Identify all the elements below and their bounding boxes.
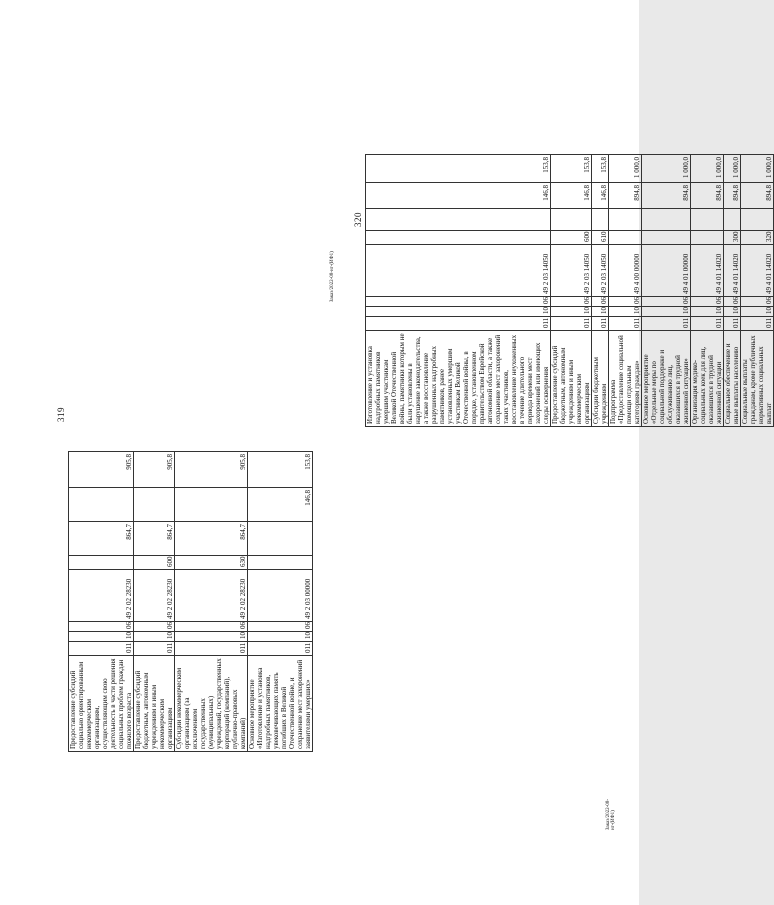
ministry-code-cell: 011: [691, 317, 724, 331]
target-article-cell: 49 2 02 28230: [134, 570, 175, 622]
page-number: 320: [353, 212, 363, 227]
ministry-code-cell: 011: [642, 317, 691, 331]
amount-cell: 894,8: [642, 183, 691, 209]
amount-cell: 153,8: [592, 155, 609, 183]
table-row: [366, 155, 551, 427]
expense-type-cell: 300: [724, 231, 741, 245]
section-code-cell: 10: [642, 307, 691, 317]
expense-type-cell: [366, 231, 551, 245]
amount-cell: [642, 209, 691, 231]
row-name-cell: Субсидии некоммерческим организациям (за исключением государственных (муниципальных) учреждений, государственных корпораций (компаний), публично-правовых компаний): [175, 656, 248, 752]
section-code-cell: 10: [592, 307, 609, 317]
row-name-cell: Предоставление субсидий бюджетным, автономным учреждениям и иным некоммерческим организациям: [551, 331, 592, 427]
row-name-cell: Организация медико-социальных коек для лиц, оказавшихся в трудной жизненной ситуации: [691, 331, 724, 427]
table-row: [592, 155, 609, 427]
subsection-code-cell: 06: [741, 297, 774, 307]
section-code-cell: 10: [741, 307, 774, 317]
amount-cell: [551, 209, 592, 231]
target-article-cell: 49 2 03 14050: [366, 245, 551, 297]
amount-cell: 894,8: [724, 183, 741, 209]
target-article-cell: 49 2 03 14050: [592, 245, 609, 297]
expense-type-cell: [609, 231, 642, 245]
budget-table: [68, 451, 313, 752]
table-row: [741, 155, 774, 427]
amount-cell: [691, 209, 724, 231]
table-row: [175, 452, 248, 752]
subsection-code-cell: 06: [175, 622, 248, 632]
ministry-code-cell: 011: [724, 317, 741, 331]
amount-cell: 146,8: [366, 183, 551, 209]
amount-cell: 894,8: [609, 183, 642, 209]
target-article-cell: 49 2 03 14050: [551, 245, 592, 297]
budget-table: [365, 154, 774, 427]
table-row: [248, 452, 313, 752]
section-code-cell: 10: [248, 632, 313, 642]
target-article-cell: 49 4 01 14020: [724, 245, 741, 297]
ministry-code-cell: 011: [248, 642, 313, 656]
section-code-cell: 10: [551, 307, 592, 317]
expense-type-cell: 610: [592, 231, 609, 245]
row-name-cell: Подпрограмма «Предоставление социальной помощи отдельным категориям граждан»: [609, 331, 642, 427]
target-article-cell: 49 4 01 14020: [741, 245, 774, 297]
amount-cell: 864,7: [134, 522, 175, 556]
ministry-code-cell: 011: [551, 317, 592, 331]
subsection-code-cell: 06: [551, 297, 592, 307]
amount-cell: 146,8: [592, 183, 609, 209]
target-article-cell: 49 4 01 14020: [691, 245, 724, 297]
print-footer: Заказ/2022-08-нг-(ИФ1): [330, 251, 335, 302]
ministry-code-cell: 011: [175, 642, 248, 656]
expense-type-cell: 600: [134, 556, 175, 570]
expense-type-cell: [642, 231, 691, 245]
amount-cell: [592, 209, 609, 231]
expense-type-cell: 320: [741, 231, 774, 245]
table-row: [551, 155, 592, 427]
amount-cell: [248, 522, 313, 556]
table-row: [609, 155, 642, 427]
section-code-cell: 10: [609, 307, 642, 317]
amount-cell: [366, 209, 551, 231]
amount-cell: 146,8: [551, 183, 592, 209]
row-name-cell: Основное мероприятие «Изготовление и установка надгробных памятников, увековечивающих память погибших в Великой Отечественной войне, и сохранение мест захоронений заявителями умерших»: [248, 656, 313, 752]
table-row: [69, 452, 134, 752]
section-code-cell: 10: [724, 307, 741, 317]
amount-cell: [724, 209, 741, 231]
row-name-cell: Субсидии бюджетным учреждениям: [592, 331, 609, 427]
target-article-cell: 49 4 01 00000: [642, 245, 691, 297]
subsection-code-cell: 06: [691, 297, 724, 307]
ministry-code-cell: 011: [592, 317, 609, 331]
expense-type-cell: [69, 556, 134, 570]
amount-cell: [741, 209, 774, 231]
amount-cell: 864,7: [175, 522, 248, 556]
row-name-cell: Основное мероприятие «Отдельные меры по социальной поддержке и обслуживанию лиц, оказавшихся в трудной жизненной ситуации»: [642, 331, 691, 427]
target-article-cell: 49 2 02 28230: [69, 570, 134, 622]
amount-cell: 153,8: [551, 155, 592, 183]
ministry-code-cell: 011: [366, 317, 551, 331]
row-name-cell: Социальные выплаты гражданам, кроме публичных нормативных социальных выплат: [741, 331, 774, 427]
expense-type-cell: [248, 556, 313, 570]
target-article-cell: 49 4 00 00000: [609, 245, 642, 297]
target-article-cell: 49 2 03 00000: [248, 570, 313, 622]
amount-cell: [175, 488, 248, 522]
amount-cell: 1 000,0: [691, 155, 724, 183]
amount-cell: 1 000,0: [609, 155, 642, 183]
amount-cell: 894,8: [741, 183, 774, 209]
table-body: [366, 155, 774, 427]
table-row: [642, 155, 691, 427]
subsection-code-cell: 06: [134, 622, 175, 632]
amount-cell: 1 000,0: [741, 155, 774, 183]
target-article-cell: 49 2 02 28230: [175, 570, 248, 622]
subsection-code-cell: 06: [642, 297, 691, 307]
ministry-code-cell: 011: [741, 317, 774, 331]
subsection-code-cell: 06: [69, 622, 134, 632]
ministry-code-cell: 011: [134, 642, 175, 656]
table-row: [724, 155, 741, 427]
amount-cell: 864,7: [69, 522, 134, 556]
subsection-code-cell: 06: [248, 622, 313, 632]
print-footer: Заказ/2022-08-нг-(ИФ1): [606, 799, 616, 830]
page-number: 319: [56, 407, 66, 422]
amount-cell: [134, 488, 175, 522]
section-code-cell: 10: [69, 632, 134, 642]
amount-cell: 1 000,0: [724, 155, 741, 183]
expense-type-cell: [691, 231, 724, 245]
amount-cell: 1 000,0: [642, 155, 691, 183]
table-body: [69, 452, 313, 752]
amount-cell: 146,8: [248, 488, 313, 522]
ministry-code-cell: 011: [609, 317, 642, 331]
amount-cell: [69, 488, 134, 522]
section-code-cell: 10: [366, 307, 551, 317]
ministry-code-cell: 011: [69, 642, 134, 656]
table-row: [134, 452, 175, 752]
amount-cell: [609, 209, 642, 231]
page-320: [353, 12, 773, 427]
row-name-cell: Социальное обеспечение и иные выплаты населению: [724, 331, 741, 427]
page-319: [58, 52, 368, 752]
section-code-cell: 10: [175, 632, 248, 642]
section-code-cell: 10: [134, 632, 175, 642]
amount-cell: 905,8: [134, 452, 175, 488]
subsection-code-cell: 06: [609, 297, 642, 307]
amount-cell: 905,8: [175, 452, 248, 488]
row-name-cell: Предоставление субсидий бюджетным, автономным учреждениям и иным некоммерческим организациям: [134, 656, 175, 752]
amount-cell: 894,8: [691, 183, 724, 209]
subsection-code-cell: 06: [592, 297, 609, 307]
section-code-cell: 10: [691, 307, 724, 317]
amount-cell: 153,8: [248, 452, 313, 488]
expense-type-cell: 630: [175, 556, 248, 570]
expense-type-cell: 600: [551, 231, 592, 245]
amount-cell: 905,8: [69, 452, 134, 488]
amount-cell: 153,8: [366, 155, 551, 183]
subsection-code-cell: 06: [366, 297, 551, 307]
row-name-cell: Изготовление и установка надгробных памятников умершим участникам Великой Отечественной войны, памятники которым не были установлены в нарушение законодательства, а также восстановление разрушенных надгробных памятников, ранее установленных умершим участникам Великой Отечественной войны, в порядке, установленном правительством Еврейской автономной области, а также сохранение мест захоронений таких участников, восстановление неухоженных в течение длительного периода времени мест захоронений или имеющих следы осквернения: [366, 331, 551, 427]
table-row: [691, 155, 724, 427]
row-name-cell: Предоставление субсидий социально ориентированным некоммерческим организациям, осуществляющим свою деятельность в части решения социальных проблем граждан пожилого возраста: [69, 656, 134, 752]
subsection-code-cell: 06: [724, 297, 741, 307]
